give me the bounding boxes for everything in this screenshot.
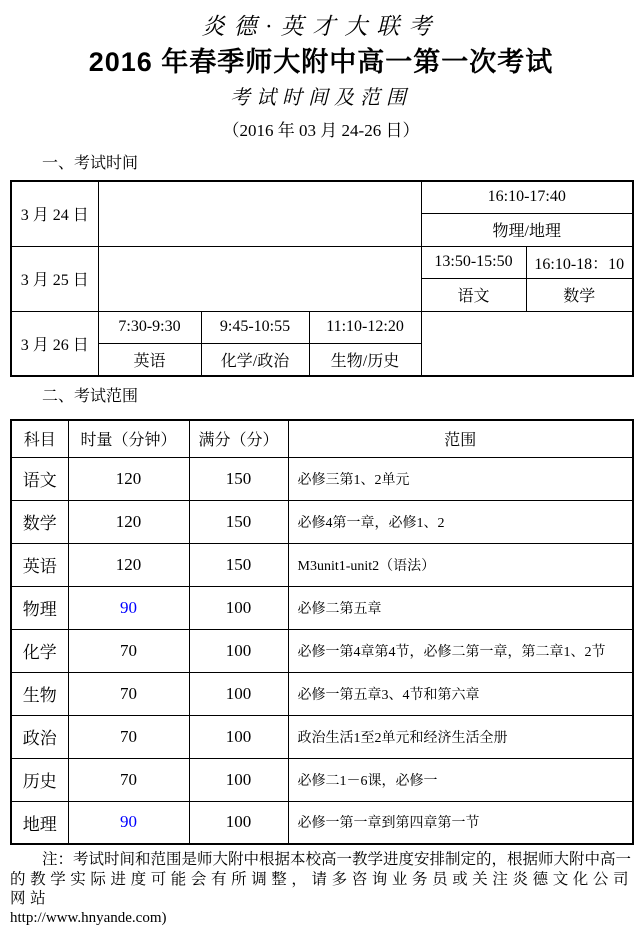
scope-score-cell: 100	[189, 586, 288, 629]
footnote	[0, 850, 642, 928]
scope-minutes-cell: 90	[68, 586, 189, 629]
exam-title: 2016 年春季师大附中高一第一次考试	[0, 45, 642, 79]
scope-subject-cell: 历史	[11, 758, 68, 801]
footnote-url: http://www.hnyande.com)	[10, 909, 642, 928]
scope-minutes-cell: 70	[68, 758, 189, 801]
scope-range-cell: 必修二1－6课，必修一	[288, 758, 633, 801]
scope-score-cell: 150	[189, 500, 288, 543]
table-row	[11, 457, 633, 500]
schedule-time-cell: 7:30-9:30	[98, 311, 201, 343]
scope-subject-cell: 数学	[11, 500, 68, 543]
scope-minutes-cell: 70	[68, 629, 189, 672]
schedule-subject-cell: 物理/地理	[421, 213, 633, 246]
scope-subject-cell: 生物	[11, 672, 68, 715]
scope-score-cell: 100	[189, 672, 288, 715]
scope-score-cell: 150	[189, 457, 288, 500]
table-row	[11, 543, 633, 586]
exam-date-range: （2016 年 03 月 24-26 日）	[0, 120, 642, 141]
scope-subject-cell: 英语	[11, 543, 68, 586]
schedule-date-cell: 3 月 24 日	[11, 181, 98, 246]
scope-subject-cell: 物理	[11, 586, 68, 629]
scope-header-range: 范围	[288, 420, 633, 457]
table-row	[11, 715, 633, 758]
schedule-subject-cell: 数学	[526, 278, 633, 311]
scope-minutes-cell: 70	[68, 715, 189, 758]
schedule-empty-cell	[98, 246, 421, 311]
brand-title: 炎德·英才大联考	[0, 0, 642, 41]
scope-score-cell: 100	[189, 715, 288, 758]
scope-section-heading: 二、考试范围	[42, 387, 642, 407]
scope-minutes-cell: 120	[68, 457, 189, 500]
scope-subject-cell: 政治	[11, 715, 68, 758]
schedule-row-mar25-times	[11, 246, 633, 278]
scope-header-minutes: 时量（分钟）	[68, 420, 189, 457]
schedule-subject-cell: 化学/政治	[201, 343, 309, 376]
schedule-time-cell: 9:45-10:55	[201, 311, 309, 343]
scope-range-cell: 必修一第五章3、4节和第六章	[288, 672, 633, 715]
table-row	[11, 672, 633, 715]
scope-subject-cell: 地理	[11, 801, 68, 844]
schedule-time-cell: 11:10-12:20	[309, 311, 421, 343]
schedule-subject-cell: 语文	[421, 278, 526, 311]
scope-header-subject: 科目	[11, 420, 68, 457]
scope-minutes-cell: 120	[68, 543, 189, 586]
schedule-empty-cell	[98, 181, 421, 246]
scope-range-cell: 必修4第一章，必修1、2	[288, 500, 633, 543]
scope-minutes-cell: 90	[68, 801, 189, 844]
scope-range-cell: 必修三第1、2单元	[288, 457, 633, 500]
table-row	[11, 629, 633, 672]
table-row	[11, 500, 633, 543]
scope-range-cell: 必修一第4章第4节，必修二第一章，第二章1、2节	[288, 629, 633, 672]
table-row	[11, 758, 633, 801]
schedule-subject-cell: 生物/历史	[309, 343, 421, 376]
scope-score-cell: 100	[189, 629, 288, 672]
scope-subject-cell: 化学	[11, 629, 68, 672]
scope-range-cell: 必修二第五章	[288, 586, 633, 629]
scope-score-cell: 150	[189, 543, 288, 586]
schedule-subject-cell: 英语	[98, 343, 201, 376]
schedule-date-cell: 3 月 26 日	[11, 311, 98, 376]
footnote-line: 的教学实际进度可能会有所调整，请多咨询业务员或关注炎德文化公司网站	[10, 870, 634, 909]
schedule-empty-cell	[421, 311, 633, 376]
schedule-row-mar24-times	[11, 181, 633, 213]
document-subtitle: 考试时间及范围	[0, 86, 642, 111]
scope-header-row	[11, 420, 633, 457]
table-row	[11, 586, 633, 629]
schedule-time-cell: 13:50-15:50	[421, 246, 526, 278]
scope-score-cell: 100	[189, 801, 288, 844]
schedule-time-cell: 16:10-18：10	[526, 246, 633, 278]
schedule-section-heading: 一、考试时间	[42, 154, 642, 174]
schedule-date-cell: 3 月 25 日	[11, 246, 98, 311]
scope-header-score: 满分（分）	[189, 420, 288, 457]
exam-schedule-table	[10, 180, 634, 377]
schedule-time-cell: 16:10-17:40	[421, 181, 633, 213]
scope-minutes-cell: 70	[68, 672, 189, 715]
table-row	[11, 801, 633, 844]
scope-range-cell: M3unit1-unit2（语法）	[288, 543, 633, 586]
footnote-line: 注：考试时间和范围是师大附中根据本校高一教学进度安排制定的，根据师大附中高一	[10, 850, 634, 870]
schedule-row-mar26-times	[11, 311, 633, 343]
scope-minutes-cell: 120	[68, 500, 189, 543]
scope-range-cell: 政治生活1至2单元和经济生活全册	[288, 715, 633, 758]
exam-scope-table	[10, 419, 634, 845]
scope-subject-cell: 语文	[11, 457, 68, 500]
scope-range-cell: 必修一第一章到第四章第一节	[288, 801, 633, 844]
scope-score-cell: 100	[189, 758, 288, 801]
